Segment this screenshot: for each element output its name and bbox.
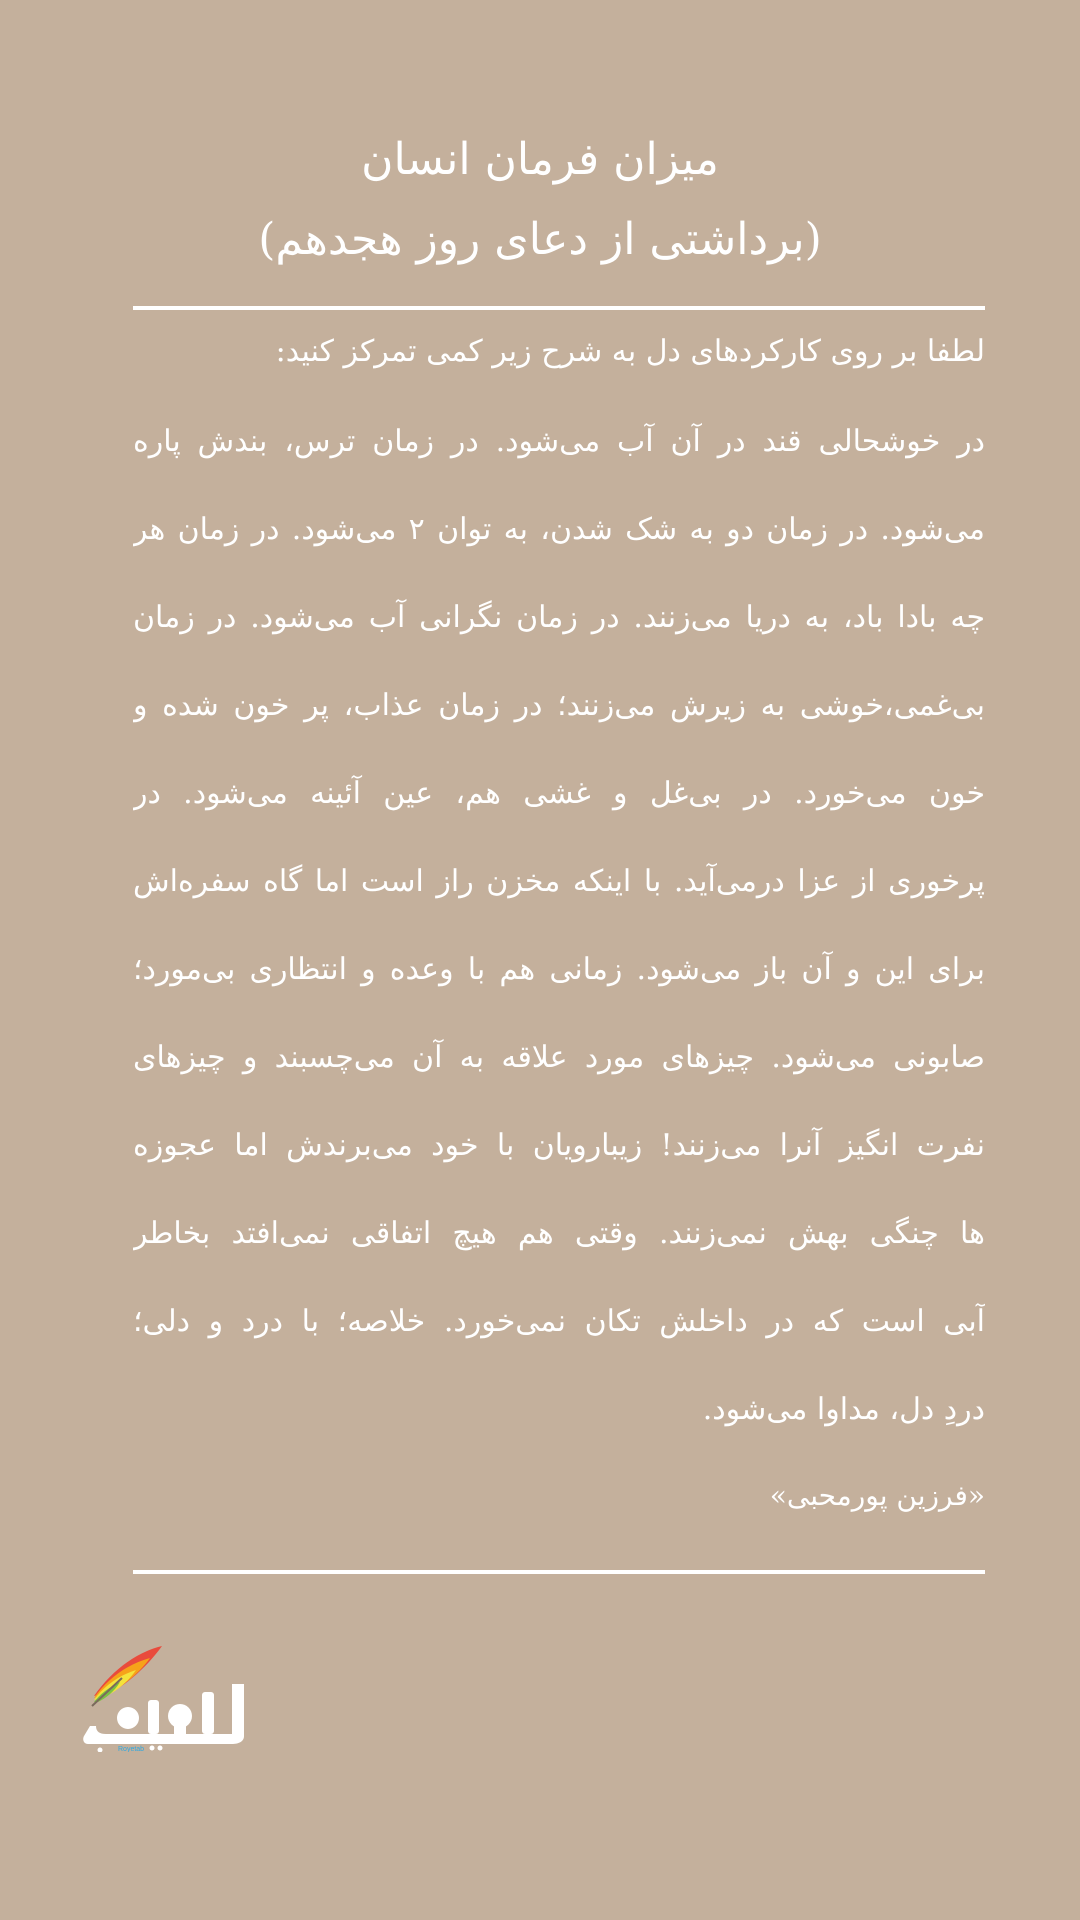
body-line: برای این و آن باز می‌شود. زمانی هم با وعده و انتظاری بی‌مورد؛ xyxy=(133,952,985,987)
body-line: دردِ دل، مداوا می‌شود. xyxy=(702,1392,985,1427)
feather-icon xyxy=(92,1646,162,1706)
page-title: میزان فرمان انسان xyxy=(361,134,719,185)
body-line: می‌شود. در زمان دو به شک شدن، به توان ۲ می‌شود. در زمان هر xyxy=(133,512,985,547)
body-line: چه بادا باد، به دریا می‌زنند. در زمان نگرانی آب می‌شود. در زمان xyxy=(133,600,985,635)
royetab-logo xyxy=(82,1640,260,1752)
logo-subtext: Royetab xyxy=(118,1746,145,1752)
body-paragraph xyxy=(133,416,985,1472)
body-line: آبی است که در داخلش تکان نمی‌خورد. خلاصه؛ با درد و دلی؛ xyxy=(133,1304,985,1339)
body-line: خون می‌خورد. در بی‌غل و غشی هم، عین آئینه می‌شود. در xyxy=(133,776,985,811)
body-line: ها چنگی بهش نمی‌زنند. وقتی هم هیچ اتفاقی نمی‌افتد بخاطر xyxy=(133,1216,985,1251)
top-divider xyxy=(133,306,985,310)
page-subtitle: (برداشتی از دعای روز هجدهم) xyxy=(258,214,822,265)
author-signature: «فرزین پورمحبی» xyxy=(769,1479,985,1512)
body-line: پرخوری از عزا درمی‌آید. با اینکه مخزن راز است اما گاه سفره‌اش xyxy=(133,864,985,899)
intro-text: لطفا بر روی کارکردهای دل به شرح زیر کمی تمرکز کنید: xyxy=(275,334,985,369)
body-line: در خوشحالی قند در آن آب می‌شود. در زمان ترس، بندش پاره xyxy=(133,424,985,459)
body-line: نفرت انگیز آنرا می‌زنند! زیبارویان با خود می‌برندش اما عجوزه xyxy=(133,1128,985,1163)
page-title-block xyxy=(0,120,1080,280)
logo-graphic xyxy=(82,1640,260,1752)
body-line: صابونی می‌شود. چیزهای مورد علاقه به آن می‌چسبند و چیزهای xyxy=(133,1040,985,1075)
body-line: بی‌غمی،خوشی به زیرش می‌زنند؛ در زمان عذاب، پر خون شده و xyxy=(133,688,985,723)
bottom-divider xyxy=(133,1570,985,1574)
